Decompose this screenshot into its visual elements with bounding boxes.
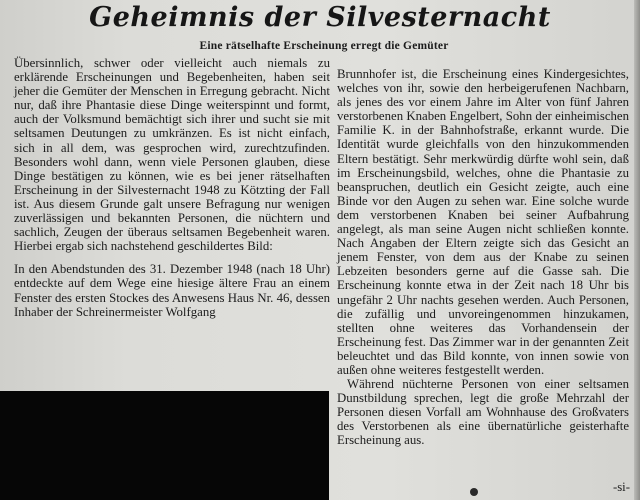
paragraph-interpretation: Während nüchterne Personen von einer seltsamen Dunstbildung sprechen, legt die große Mehrzahl der Personen diesen Vorfall am Wohnhause des Großvaters des Verstorbenen als eine übernatürliche geisterhafte Erscheinung aus. [337,377,629,448]
author-signature: -si- [612,480,630,494]
article-column-left [14,56,330,319]
article-headline: Geheimnis der Silvesternacht [89,2,551,33]
paragraph-event-description: Brunnhofer ist, die Erscheinung eines Kindergesichtes, welches von ihr, sowie den herbeigerufenen Nachbarn, als jenes des vor einem Jahre im Alter von fünf Jahren verstorbenen Knaben Engelbert, Sohn der einheimischen Familie K. in der Bahnhofstraße, erkannt wurde. Die Identität wurde gleichfalls von den hinzukommenden Eltern bestätigt. Sehr merkwürdig dürfte wohl sein, daß im Erscheinungsbild, welches, ohne die Phantasie zu beanspruchen, deutlich ein Gesicht zeigte, auch eine Binde vor den Augen zu sehen war. Eine solche wurde dem verstorbenen Knaben bei seiner Aufbahrung angelegt, als man seine Augen nicht schließen konnte. Nach Angaben der Eltern zeigte sich das Gesicht an jenem Fenster, von dem aus der Knabe zu seinen Lebzeiten besonders gerne auf die Gasse sah. Die Erscheinung konnte etwa in der Zeit nach 18 Uhr bis ungefähr 2 Uhr nachts gesehen werden. Auch Personen, die zufällig und unvoreingenommen hinzukamen, stellten ohne weiteres das Vorhandensein der Erscheinung fest. Das Zimmer war in der genannten Zeit beleuchtet und das Bild konnte, von innen sowie von außen ohne weiteres festgestellt werden. [337,67,629,377]
paragraph-event-start: In den Abendstunden des 31. Dezember 1948 (nach 18 Uhr) entdeckte auf dem Wege eine hiesige ältere Frau an einem Fenster des ersten Stockes des Anwesens Haus Nr. 46, dessen Inhaber der Schreinermeister Wolfgang [14,262,330,319]
article-subheadline: Eine rätselhafte Erscheinung erregt die Gemüter [199,40,449,52]
ink-smudge [470,488,478,496]
redacted-black-area [0,391,329,500]
page-edge [634,0,640,500]
paragraph-intro: Übersinnlich, schwer oder vielleicht auch niemals zu erklärende Erscheinungen und Begebenheiten, haben seit jeher die Gemüter der Menschen in Erregung gebracht. Nicht nur, daß ihre Phantasie diese Dinge weiterspinnt und formt, auch der Volksmund bemächtigt sich ihrer und sucht sie mit seltsamen Deutungen zu umkränzen. Es ist nicht einfach, sich in all dem, was gesprochen wird, zurechtzufinden. Besonders wohl dann, wenn viele Personen glauben, diese Dinge bestätigen zu können, wie es bei jener rätselhaften Erscheinung in der Silvesternacht 1948 zu Kötzting der Fall ist. Aus diesem Grunde galt unsere Befragung nur wenigen zuverlässigen und bekannten Personen, die nüchtern und sachlich, Zeugen der überaus seltsamen Begebenheit waren. Hierbei ergab sich nachstehend geschildertes Bild: [14,56,330,254]
article-column-right [337,67,629,448]
